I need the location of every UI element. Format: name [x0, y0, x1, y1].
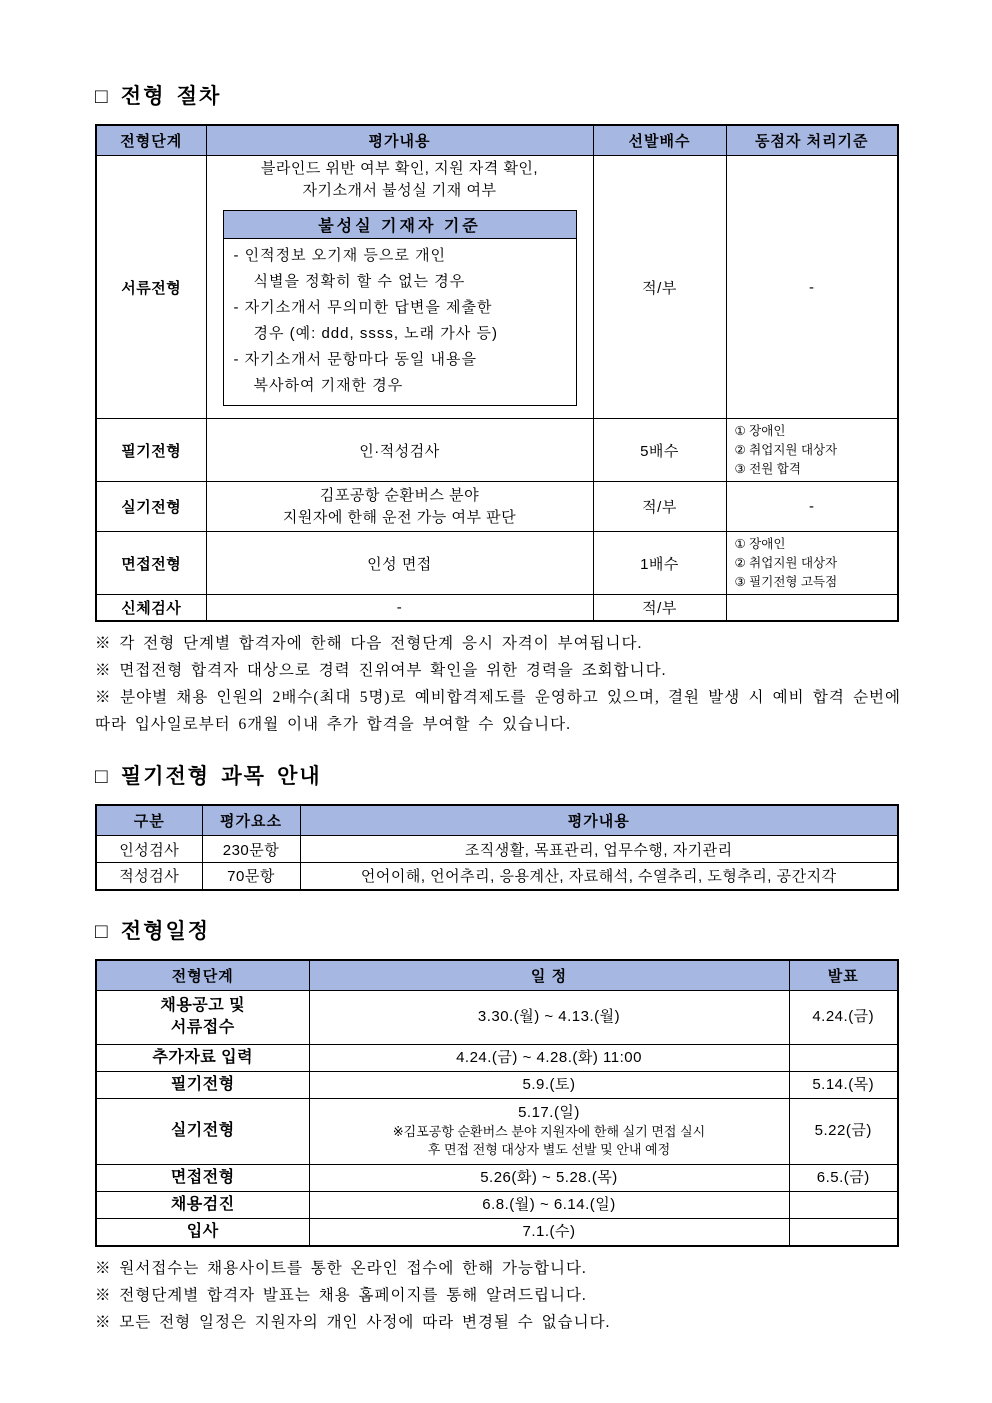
tiebreak-item: ① 장애인	[734, 423, 786, 438]
announcement-cell: 4.24.(금)	[789, 990, 898, 1044]
row-document-screening	[96, 156, 898, 419]
announcement-cell	[789, 1191, 898, 1218]
schedule-cell: 6.8.(월) ~ 6.14.(일)	[309, 1191, 789, 1218]
row-physical-exam	[96, 595, 898, 622]
content-cell	[206, 482, 593, 532]
content-cell: 언어이해, 언어추리, 응용계산, 자료해석, 수열추리, 도형추리, 공간지각	[300, 863, 898, 890]
row-job-posting	[96, 990, 898, 1044]
dishonest-criteria-title: 불성실 기재자 기준	[224, 211, 576, 239]
stage-cell: 실기전형	[96, 1098, 309, 1164]
stage-cell: 채용검진	[96, 1191, 309, 1218]
ratio-cell: 5배수	[593, 419, 726, 482]
tiebreak-item: ③ 필기전형 고득점	[734, 574, 838, 589]
schedule-cell: 5.9.(토)	[309, 1071, 789, 1098]
schedule-notes	[95, 1255, 901, 1336]
dishonest-criteria-box	[223, 210, 577, 406]
stage-line: 서류접수	[170, 1019, 235, 1036]
note-line: ※ 각 전형 단계별 합격자에 한해 다음 전형단계 응시 자격이 부여됩니다.	[95, 635, 643, 652]
announcement-cell: 5.14.(목)	[789, 1071, 898, 1098]
note-line: ※ 원서접수는 채용사이트를 통한 온라인 접수에 한해 가능합니다.	[95, 1259, 587, 1277]
announcement-cell: 6.5.(금)	[789, 1164, 898, 1191]
schedule-note-line: 후 면접 전형 대상자 별도 선발 및 안내 예정	[427, 1142, 671, 1157]
announcement-cell	[789, 1218, 898, 1246]
col-header-announcement: 발표	[789, 960, 898, 991]
schedule-note-line: ※김포공항 순환버스 분야 지원자에 한해 실기 면접 실시	[392, 1124, 706, 1139]
ratio-cell: 적/부	[593, 156, 726, 419]
schedule-cell: 4.24.(금) ~ 4.28.(화) 11:00	[309, 1044, 789, 1071]
ratio-cell: 적/부	[593, 595, 726, 622]
tiebreak-item: ① 장애인	[734, 536, 786, 551]
schedule-cell	[309, 1098, 789, 1164]
tiebreak-cell	[726, 532, 898, 595]
row-aptitude-test	[96, 863, 898, 890]
content-cell: -	[206, 595, 593, 622]
tiebreak-cell: -	[726, 482, 898, 532]
criteria-item-cont: 경우 (예: ddd, ssss, 노래 가사 등)	[253, 325, 498, 342]
col-header-category: 구분	[96, 805, 202, 836]
col-header-content: 평가내용	[206, 125, 593, 156]
element-cell: 70문항	[202, 863, 300, 890]
stage-label: 면접전형	[96, 532, 206, 595]
row-personality-test	[96, 836, 898, 863]
col-header-schedule: 일 정	[309, 960, 789, 991]
section-title-procedure: □ 전형 절차	[95, 84, 222, 108]
content-cell: 인·적성검사	[206, 419, 593, 482]
row-interview	[96, 532, 898, 595]
row-additional-materials	[96, 1044, 898, 1071]
tiebreak-item: ② 취업지원 대상자	[734, 442, 838, 457]
row-written-test	[96, 419, 898, 482]
content-line: 지원자에 한해 운전 가능 여부 판단	[282, 508, 517, 526]
criteria-item-cont: 식별을 정확히 할 수 없는 경우	[253, 273, 466, 290]
row-practical-test	[96, 482, 898, 532]
stage-line: 채용공고 및	[160, 997, 246, 1014]
ratio-cell: 적/부	[593, 482, 726, 532]
section-title-written-subjects: □ 필기전형 과목 안내	[95, 764, 322, 788]
announcement-cell	[789, 1044, 898, 1071]
stage-cell	[96, 990, 309, 1044]
col-header-content: 평가내용	[300, 805, 898, 836]
schedule-header-row	[96, 960, 898, 991]
content-line: 김포공항 순환버스 분야	[319, 486, 480, 504]
stage-label: 서류전형	[96, 156, 206, 419]
note-line: ※ 모든 전형 일정은 지원자의 개인 사정에 따라 변경될 수 없습니다.	[95, 1313, 611, 1331]
content-line: 자기소개서 불성실 기재 여부	[302, 182, 497, 199]
col-header-ratio: 선발배수	[593, 125, 726, 156]
ratio-cell: 1배수	[593, 532, 726, 595]
procedure-header-row	[96, 125, 898, 156]
row-practical-test-date	[96, 1098, 898, 1164]
tiebreak-cell: -	[726, 156, 898, 419]
col-header-stage: 전형단계	[96, 960, 309, 991]
tiebreak-cell	[726, 595, 898, 622]
schedule-cell: 3.30.(월) ~ 4.13.(월)	[309, 990, 789, 1044]
stage-cell: 추가자료 입력	[96, 1044, 309, 1071]
row-written-test-date	[96, 1071, 898, 1098]
criteria-item: - 인적정보 오기재 등으로 개인	[233, 247, 447, 264]
dishonest-criteria-list	[224, 239, 576, 405]
stage-label: 신체검사	[96, 595, 206, 622]
row-interview-date	[96, 1164, 898, 1191]
criteria-item-cont: 복사하여 기재한 경우	[253, 377, 404, 394]
criteria-item: - 자기소개서 무의미한 답변을 제출한	[233, 299, 493, 316]
note-line: ※ 분야별 채용 인원의 2배수(최대 5명)로 예비합격제도를 운영하고 있으며, 결원 발생 시 예비 합격 순번에 따라 입사일로부터 6개월 이내 추가 합격을 부여할 수 있습니다.	[95, 689, 901, 733]
note-line: ※ 전형단계별 합격자 발표는 채용 홈페이지를 통해 알려드립니다.	[95, 1286, 587, 1304]
document-screening-content	[206, 156, 593, 419]
col-header-tiebreak: 동점자 처리기준	[726, 125, 898, 156]
stage-cell: 입사	[96, 1218, 309, 1246]
content-line: 블라인드 위반 여부 확인, 지원 자격 확인,	[260, 160, 539, 177]
note-line: ※ 면접전형 합격자 대상으로 경력 진위여부 확인을 위한 경력을 조회합니다.	[95, 662, 667, 679]
row-joining-date	[96, 1218, 898, 1246]
content-cell: 인성 면접	[206, 532, 593, 595]
row-medical-exam-date	[96, 1191, 898, 1218]
col-header-element: 평가요소	[202, 805, 300, 836]
content-cell: 조직생활, 목표관리, 업무수행, 자기관리	[300, 836, 898, 863]
col-header-stage: 전형단계	[96, 125, 206, 156]
procedure-notes	[95, 630, 901, 738]
announcement-cell: 5.22(금)	[789, 1098, 898, 1164]
stage-cell: 필기전형	[96, 1071, 309, 1098]
category-cell: 적성검사	[96, 863, 202, 890]
schedule-date: 5.17.(일)	[518, 1104, 580, 1121]
written-subjects-table	[95, 804, 899, 891]
stage-label: 필기전형	[96, 419, 206, 482]
criteria-item: - 자기소개서 문항마다 동일 내용을	[233, 351, 478, 368]
schedule-cell: 7.1.(수)	[309, 1218, 789, 1246]
schedule-table	[95, 959, 899, 1247]
document-content	[95, 80, 901, 1336]
tiebreak-cell	[726, 419, 898, 482]
element-cell: 230문항	[202, 836, 300, 863]
stage-cell: 면접전형	[96, 1164, 309, 1191]
schedule-cell: 5.26(화) ~ 5.28.(목)	[309, 1164, 789, 1191]
category-cell: 인성검사	[96, 836, 202, 863]
tiebreak-item: ② 취업지원 대상자	[734, 555, 838, 570]
stage-label: 실기전형	[96, 482, 206, 532]
subjects-header-row	[96, 805, 898, 836]
tiebreak-item: ③ 전원 합격	[734, 461, 801, 476]
procedure-table	[95, 124, 899, 622]
section-title-schedule: □ 전형일정	[95, 918, 211, 943]
